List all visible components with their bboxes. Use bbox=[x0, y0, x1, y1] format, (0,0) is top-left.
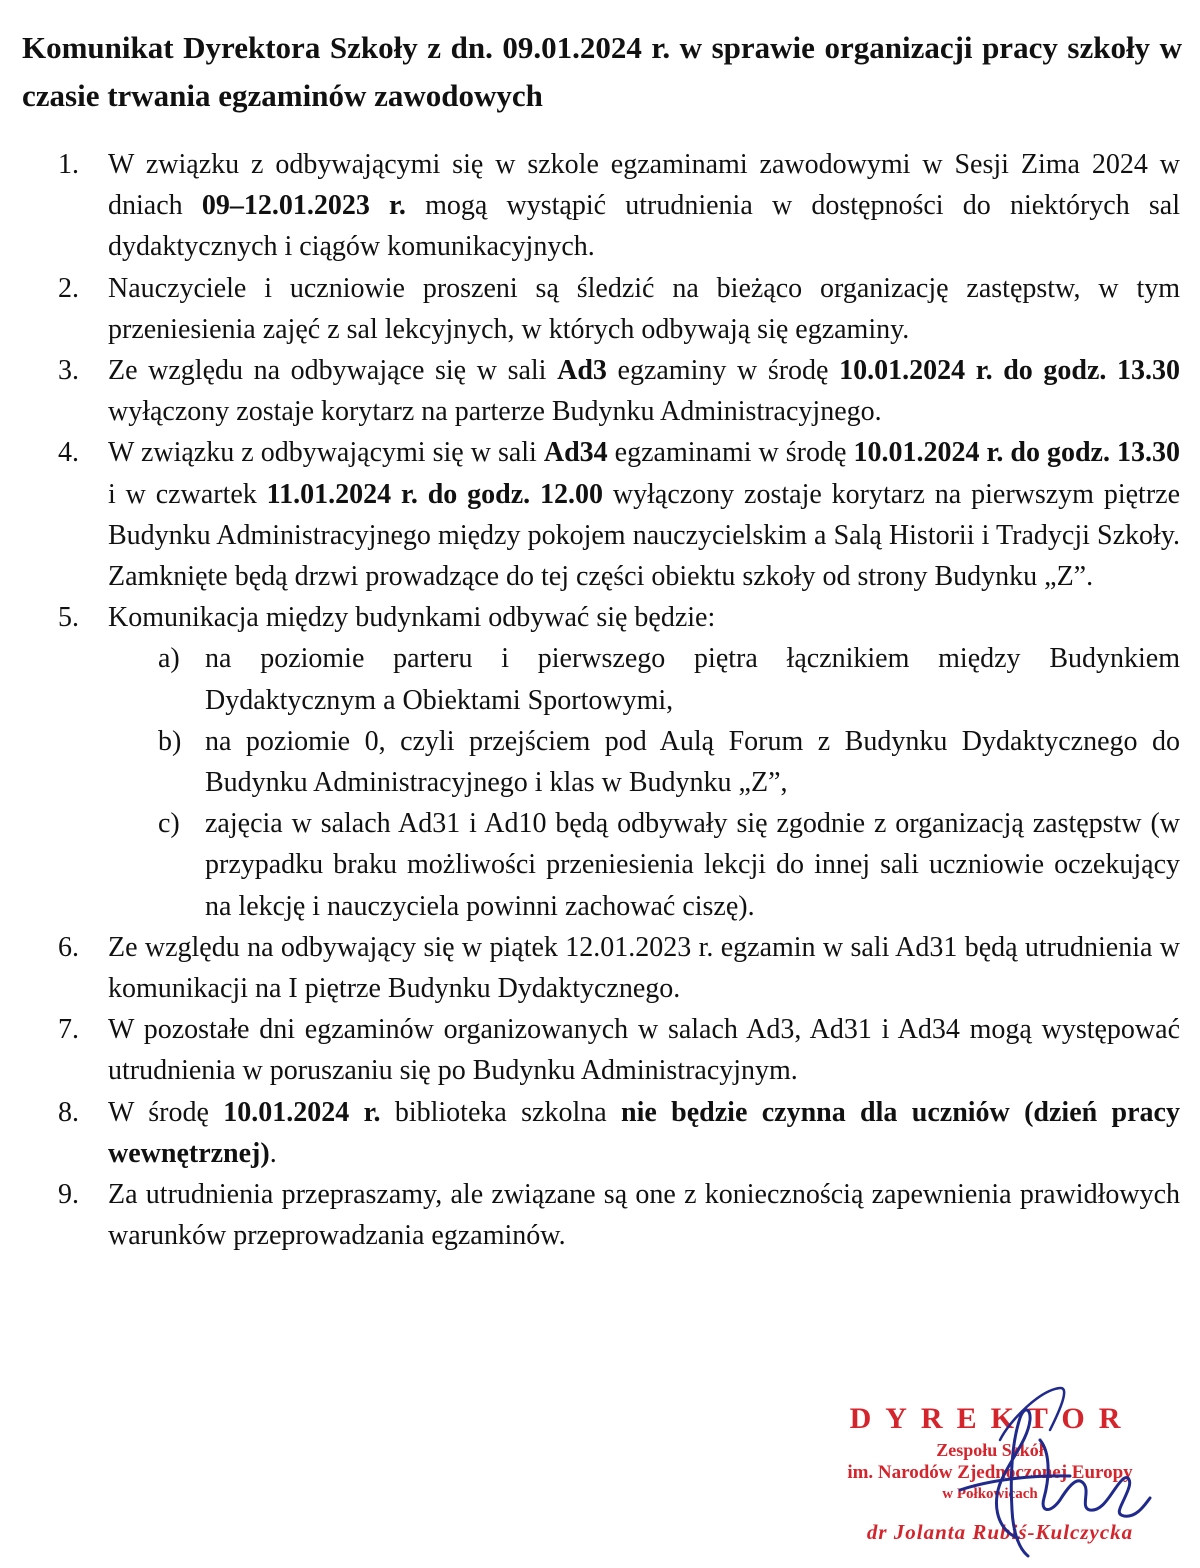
item-number: 1. bbox=[58, 149, 79, 180]
stamp-title: DYREKTOR bbox=[849, 1402, 1135, 1435]
sub-item bbox=[108, 803, 1180, 927]
stamp-school-line: Zespołu Szkół bbox=[936, 1440, 1044, 1460]
item-number: 5. bbox=[58, 602, 79, 634]
list-item bbox=[58, 1174, 1180, 1256]
stamp-school-name: im. Narodów Zjednoczonej Europy bbox=[847, 1462, 1133, 1483]
announcement-list bbox=[58, 144, 1180, 1256]
item-text: Za utrudnienia przepraszamy, ale związane są one z koniecznością zapewnienia prawidłowych warunków przeprowadzania egzaminów. bbox=[108, 1179, 1180, 1252]
item-number: 7. bbox=[58, 1014, 79, 1046]
item-text: Ze względu na odbywające się w sali Ad3 egzaminy w środę 10.01.2024 r. do godz. 13.30 wyłączony zostaje korytarz na parterze Budynku Administracyjnego. bbox=[108, 355, 1181, 428]
item-text: Nauczyciele i uczniowie proszeni są śledzić na bieżąco organizację zastępstw, w tym przeniesienia zajęć z sal lekcyjnych, w których odbywają się egzaminy. bbox=[108, 272, 1180, 345]
item-number: 6. bbox=[58, 931, 79, 963]
item-number: 3. bbox=[58, 355, 79, 387]
sub-item-text: zajęcia w salach Ad31 i Ad10 będą odbywały się zgodnie z organizacją zastępstw (w przypadku braku możliwości przeniesienia lekcji do innej sali uczniowie oczekujący na lekcję i nauczyciela powinni zachować ciszę). bbox=[205, 808, 1180, 922]
item-text: Ze względu na odbywający się w piątek 12.01.2023 r. egzamin w sali Ad31 będą utrudnienia w komunikacji na I piętrze Budynku Dydaktycznego. bbox=[108, 931, 1180, 1005]
item-text: W środę 10.01.2024 r. biblioteka szkolna nie będzie czynna dla uczniów (dzień pracy wewnętrznej). bbox=[108, 1096, 1180, 1169]
item-text: Komunikacja między budynkami odbywać się będzie: bbox=[108, 602, 716, 634]
list-item bbox=[58, 268, 1180, 350]
item-text: W pozostałe dni egzaminów organizowanych w salach Ad3, Ad31 i Ad34 mogą występować utrudnienia w poruszaniu się po Budynku Administracyjnym. bbox=[108, 1014, 1180, 1087]
list-item bbox=[58, 597, 1180, 638]
list-item bbox=[58, 432, 1180, 597]
sub-item-letter: c) bbox=[158, 808, 180, 840]
document-title: Komunikat Dyrektora Szkoły z dn. 09.01.2024 r. w sprawie organizacji pracy szkoły w czasie trwania egzaminów zawodowych bbox=[22, 30, 1182, 113]
list-item bbox=[58, 1009, 1180, 1091]
stamp-director-name: dr Jolanta Rubiś-Kulczycka bbox=[866, 1520, 1134, 1544]
item-number: 2. bbox=[58, 272, 79, 304]
item-text: W związku z odbywającymi się w sali Ad34 egzaminami w środę 10.01.2024 r. do godz. 13.30 i w czwartek 11.01.2024 r. do godz. 12.00 wyłączony zostaje korytarz na pierwszym piętrze Budynku Administracyjnego między pokojem nauczycielskim a Salą Historii i Tradycji Szkoły. Zamknięte będą drzwi prowadzące do tej części obiektu szkoły od strony Budynku „Z”. bbox=[108, 437, 1180, 593]
director-stamp bbox=[800, 1390, 1180, 1560]
list-item bbox=[58, 350, 1180, 432]
item-number: 9. bbox=[58, 1179, 79, 1211]
sub-item-letter: b) bbox=[158, 725, 182, 757]
list-item bbox=[58, 144, 1180, 268]
sub-item-text: na poziomie parteru i pierwszego piętra łącznikiem między Budynkiem Dydaktycznym a Obiektami Sportowymi, bbox=[205, 643, 1180, 716]
sub-item bbox=[108, 721, 1180, 803]
list-item bbox=[58, 927, 1180, 1009]
sub-item bbox=[108, 638, 1180, 720]
sub-item-letter: a) bbox=[158, 643, 180, 675]
item-number: 4. bbox=[58, 437, 79, 469]
item-text: W związku z odbywającymi się w szkole egzaminami zawodowymi w Sesji Zima 2024 w dniach 09–12.01.2023 r. mogą wystąpić utrudnienia w dostępności do niektórych sal dydaktycznych i ciągów komunikacyjnych. bbox=[108, 149, 1181, 263]
list-item bbox=[58, 1092, 1180, 1174]
stamp-location: w Połkowicach bbox=[942, 1486, 1038, 1502]
item-number: 8. bbox=[58, 1096, 79, 1128]
sub-item-text: na poziomie 0, czyli przejściem pod Aulą Forum z Budynku Dydaktycznego do Budynku Administracyjnego i klas w Budynku „Z”, bbox=[205, 725, 1180, 799]
